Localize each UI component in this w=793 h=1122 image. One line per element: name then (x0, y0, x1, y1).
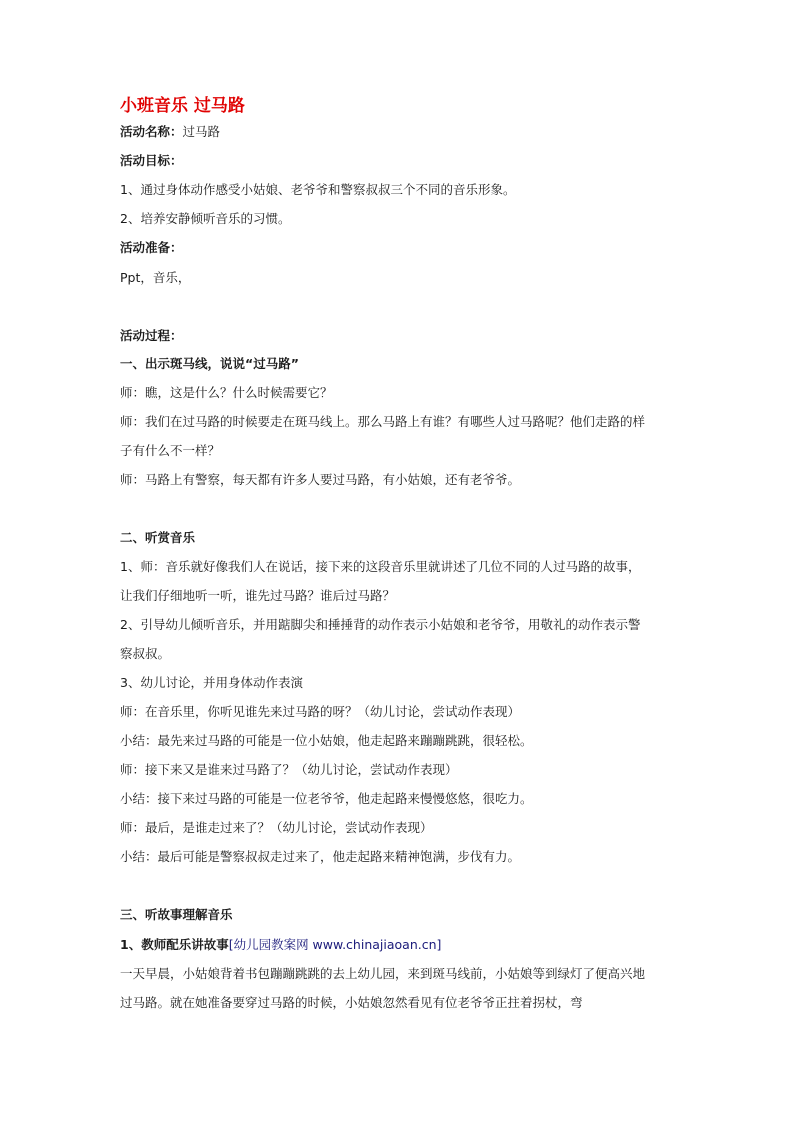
section2-line-6: 师：在音乐里，你听见谁先来过马路的呀？（幼儿讨论，尝试动作表现） (120, 704, 521, 719)
section1-heading: 一、出示斑马线，说说“过马路” (120, 356, 299, 371)
section1-line-4: 师：马路上有警察，每天都有许多人要过马路，有小姑娘，还有老爷爷。 (120, 472, 521, 487)
process-heading: 活动过程： (120, 328, 183, 343)
section3-line-2: 过马路。就在她准备要穿过马路的时候，小姑娘忽然看见有位老爷爷正拄着拐杖，弯 (120, 995, 583, 1010)
section2-line-3: 2、引导幼儿倾听音乐，并用踮脚尖和捶捶背的动作表示小姑娘和老爷爷，用敬礼的动作表示警 (120, 617, 641, 632)
preparation-heading: 活动准备： (120, 240, 183, 255)
section3-subheading: 1、教师配乐讲故事 (120, 937, 229, 952)
preparation-text: Ppt，音乐， (120, 270, 191, 285)
activity-name-label: 活动名称： (120, 124, 183, 139)
section2-line-5: 3、幼儿讨论，并用身体动作表演 (120, 675, 303, 690)
section2-heading: 二、听赏音乐 (120, 530, 196, 545)
section2-line-9: 小结：接下来过马路的可能是一位老爷爷，他走起路来慢慢悠悠，很吃力。 (120, 791, 533, 806)
section2-line-11: 小结：最后可能是警察叔叔走过来了，他走起路来精神饱满，步伐有力。 (120, 849, 521, 864)
section2-line-10: 师：最后，是谁走过来了？（幼儿讨论，尝试动作表现） (120, 820, 433, 835)
section2-line-7: 小结：最先来过马路的可能是一位小姑娘，他走起路来蹦蹦跳跳，很轻松。 (120, 733, 533, 748)
section2-line-8: 师：接下来又是谁来过马路了？（幼儿讨论，尝试动作表现） (120, 762, 458, 777)
section3-heading: 三、听故事理解音乐 (120, 907, 233, 922)
source-link[interactable]: [幼儿园教案网 www.chinajiaoan.cn] (228, 937, 442, 952)
section3-subheading-line (120, 937, 441, 953)
section2-line-2: 让我们仔细地听一听，谁先过马路？谁后过马路？ (120, 588, 396, 603)
goal-item-2: 2、培养安静倾听音乐的习惯。 (120, 211, 291, 226)
goal-item-1: 1、通过身体动作感受小姑娘、老爷爷和警察叔叔三个不同的音乐形象。 (120, 182, 516, 197)
activity-name-line (120, 124, 220, 140)
section1-line-2: 师：我们在过马路的时候要走在斑马线上。那么马路上有谁？有哪些人过马路呢？他们走路的样 (120, 414, 646, 429)
goals-heading: 活动目标： (120, 153, 183, 168)
section3-line-1: 一天早晨，小姑娘背着书包蹦蹦跳跳的去上幼儿园，来到斑马线前，小姑娘等到绿灯了便高兴地 (120, 966, 646, 981)
section2-line-1: 1、师：音乐就好像我们人在说话，接下来的这段音乐里就讲述了几位不同的人过马路的故事， (120, 559, 641, 574)
activity-name-value: 过马路 (182, 124, 221, 139)
section1-line-1: 师：瞧，这是什么？什么时候需要它？ (120, 385, 333, 400)
document-title: 小班音乐 过马路 (120, 96, 245, 116)
section2-line-4: 察叔叔。 (120, 646, 171, 661)
section1-line-3: 子有什么不一样？ (120, 443, 221, 458)
